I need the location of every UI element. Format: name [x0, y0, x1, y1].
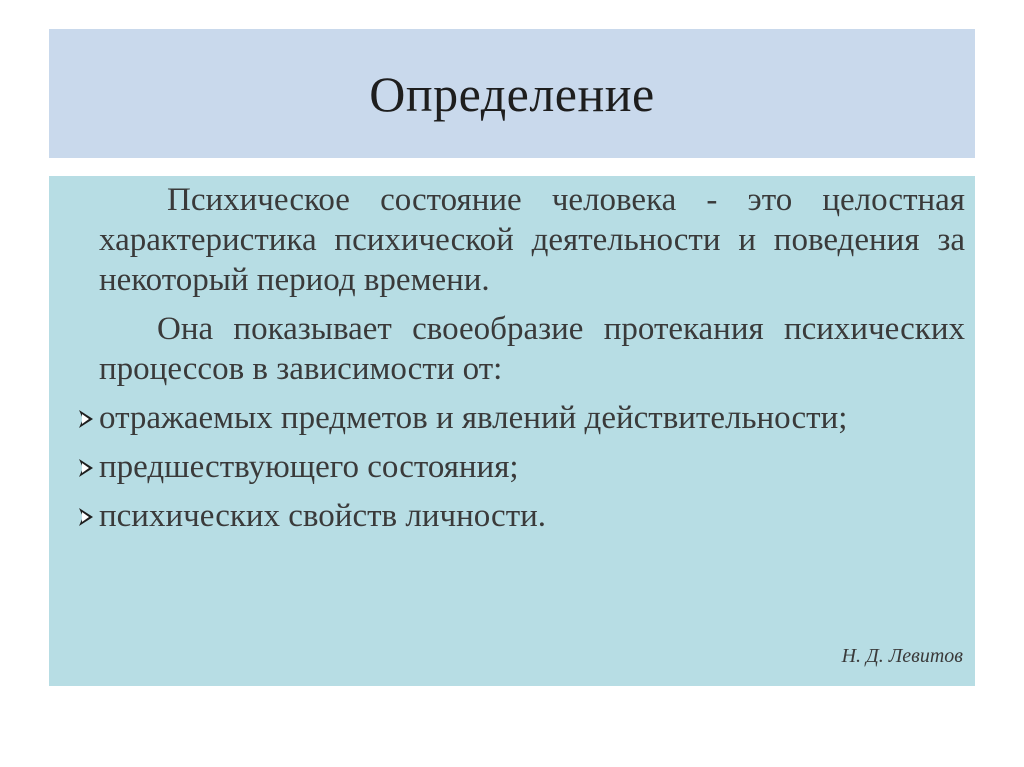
definition-paragraph: Психическое состояние человека - это целостная характеристика психической деятельности и поведения за некоторый период времени.	[99, 182, 965, 298]
list-item	[61, 496, 965, 536]
bullet-text: отражаемых предметов и явлений действительности;	[99, 400, 848, 436]
title-banner	[49, 29, 975, 158]
author-attribution: Н. Д. Левитов	[841, 645, 963, 667]
list-item	[61, 447, 965, 487]
arrow-right-icon	[75, 506, 97, 528]
bullet-text: предшествующего состояния;	[99, 449, 519, 485]
list-item	[61, 398, 965, 438]
arrow-right-icon	[75, 457, 97, 479]
dependency-paragraph: Она показывает своеобразие протекания психических процессов в зависимости от:	[99, 311, 965, 387]
definition-box	[49, 176, 975, 686]
arrow-right-icon	[75, 408, 97, 430]
slide-title: Определение	[369, 65, 655, 122]
bullet-text: психических свойств личности.	[99, 498, 547, 534]
